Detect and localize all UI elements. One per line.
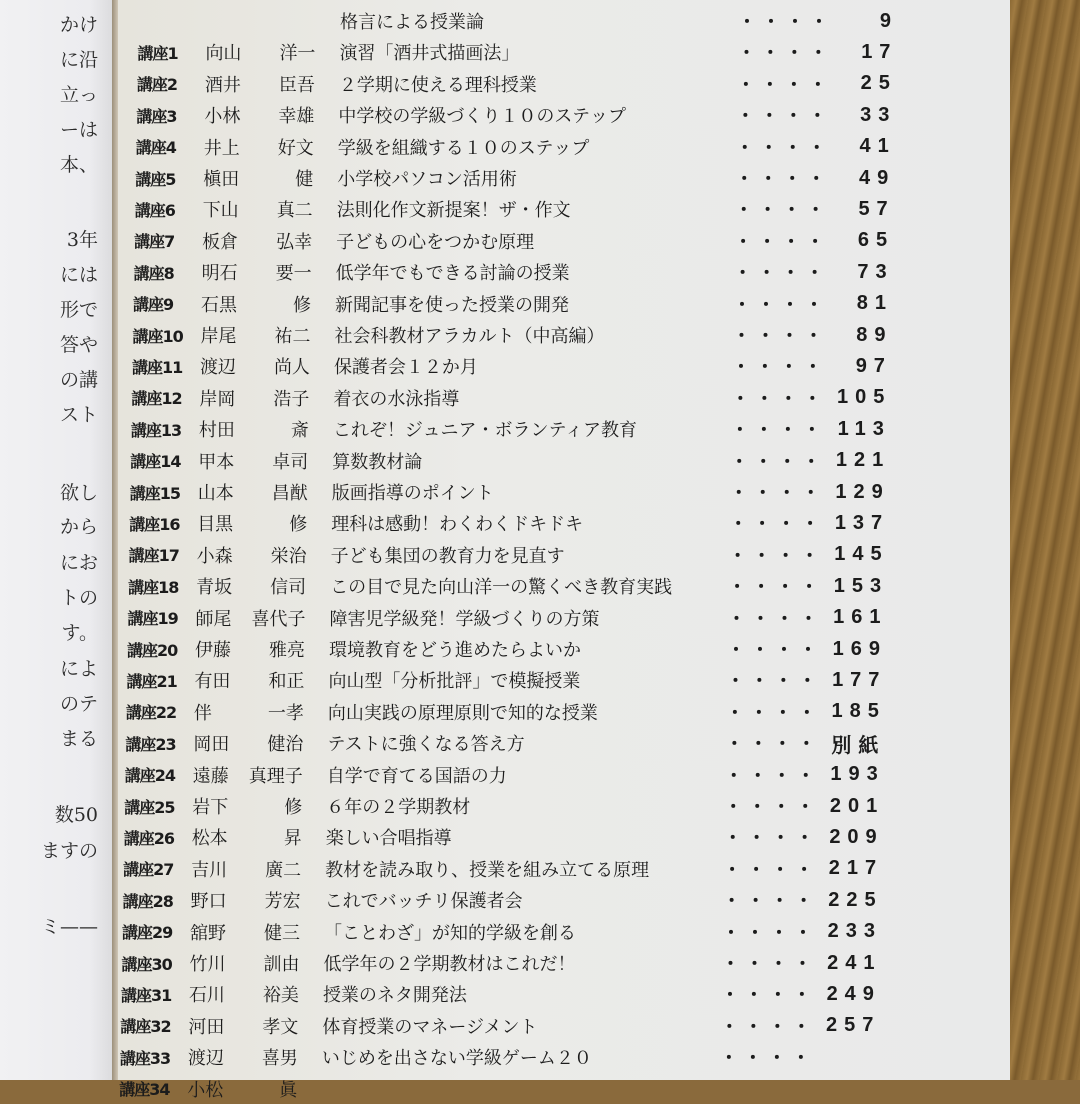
lecturer-surname: 小森 bbox=[196, 545, 233, 567]
toc-entry bbox=[126, 697, 886, 727]
toc-entry bbox=[122, 917, 882, 947]
lecturer-name bbox=[195, 636, 329, 662]
lecture-number: 講座20 bbox=[127, 640, 178, 660]
lecture-title: 格言による授業論 bbox=[340, 12, 484, 33]
page-number: 49 bbox=[859, 166, 896, 189]
desk-surface bbox=[1010, 0, 1080, 1080]
dot-leader: ・・・・ bbox=[734, 200, 831, 222]
toc-entry bbox=[120, 1011, 880, 1041]
dot-leader: ・・・・ bbox=[726, 671, 823, 693]
lecture-number: 講座14 bbox=[130, 452, 181, 472]
left-page-text-fragment: の講 bbox=[59, 369, 98, 391]
lecturer-name bbox=[204, 102, 338, 128]
page-number: 145 bbox=[834, 543, 889, 566]
lecture-title: 中学校の学級づくり１０のステップ bbox=[338, 106, 626, 128]
dot-leader: ・・・・ bbox=[737, 43, 834, 65]
dot-leader: ・・・・ bbox=[723, 828, 820, 850]
lecturer-given-name: 廣二 bbox=[265, 859, 302, 881]
toc-entry bbox=[121, 979, 881, 1009]
lecturer-given-name: 喜代子 bbox=[251, 608, 306, 630]
lecturer-name bbox=[197, 542, 331, 568]
lecture-title: 体育授業のマネージメント bbox=[322, 1016, 538, 1038]
lecturer-given-name: 好文 bbox=[277, 137, 314, 159]
lecture-title: 新聞記事を使った授業の開発 bbox=[335, 294, 570, 316]
toc-entry bbox=[131, 383, 891, 413]
lecturer-given-name: 幸雄 bbox=[278, 106, 315, 128]
lecturer-given-name: 孝文 bbox=[262, 1016, 299, 1038]
left-page-text-fragment: かけ bbox=[59, 14, 98, 36]
lecturer-given-name: 健 bbox=[295, 169, 314, 190]
lecturer-name bbox=[188, 1013, 322, 1039]
toc-entry bbox=[126, 665, 886, 695]
left-page-text-fragment: 答や bbox=[59, 334, 98, 356]
lecture-number: 講座28 bbox=[122, 891, 173, 911]
left-page-text-fragment: 立っ bbox=[59, 84, 98, 106]
lecture-title: 向山実践の原理原則で知的な授業 bbox=[327, 702, 598, 724]
toc-entry bbox=[125, 728, 885, 758]
toc-entry bbox=[136, 132, 896, 162]
dot-leader: ・・・・ bbox=[729, 514, 826, 536]
dot-leader: ・・・・ bbox=[725, 702, 822, 724]
lecture-number: 講座21 bbox=[126, 671, 177, 691]
page-number: 177 bbox=[832, 668, 887, 691]
toc-entry bbox=[129, 508, 889, 538]
left-page-text-fragment: のテ bbox=[59, 693, 98, 715]
page-number: 153 bbox=[833, 574, 889, 597]
page-number: 73 bbox=[857, 260, 894, 283]
lecturer-given-name: 雅亮 bbox=[269, 640, 305, 661]
lecture-number: 講座31 bbox=[120, 985, 172, 1005]
page-number: 121 bbox=[835, 449, 891, 472]
left-page-text-fragment: には bbox=[59, 264, 98, 286]
page-number: 249 bbox=[826, 982, 881, 1005]
lecture-title: これぞ！ジュニア・ボランティア教育 bbox=[332, 420, 638, 442]
page-number: 217 bbox=[828, 857, 884, 880]
dot-leader: ・・・・ bbox=[738, 12, 834, 33]
lecture-title: 小学校パソコン活用術 bbox=[337, 169, 517, 190]
lecture-title: 社会科教材アラカルト（中高編） bbox=[334, 326, 605, 347]
lecture-number: 講座34 bbox=[119, 1080, 170, 1100]
lecture-number: 講座19 bbox=[127, 609, 178, 629]
lecture-title: 子どもの心をつかむ原理 bbox=[336, 231, 535, 253]
lecture-title: 法則化作文新提案！ザ・作文 bbox=[336, 200, 571, 222]
left-page-text-fragment: に沿 bbox=[59, 49, 98, 71]
lecturer-surname: 吉川 bbox=[191, 859, 228, 881]
lecturer-given-name: 和正 bbox=[268, 671, 305, 693]
lecturer-name bbox=[187, 1076, 321, 1102]
lecture-number: 講座16 bbox=[129, 514, 180, 534]
page-number: 25 bbox=[860, 72, 897, 95]
left-page-text-fragment: 本、 bbox=[59, 154, 98, 176]
dot-leader: ・・・・ bbox=[722, 922, 819, 944]
dot-leader: ・・・・ bbox=[722, 891, 819, 913]
dot-leader: ・・・・ bbox=[731, 357, 828, 379]
lecturer-surname: 下山 bbox=[202, 200, 239, 222]
lecturer-name bbox=[197, 510, 331, 536]
lecturer-surname: 師尾 bbox=[195, 608, 232, 630]
lecturer-surname: 渡辺 bbox=[187, 1048, 224, 1070]
lecture-title: 算数教材論 bbox=[332, 451, 423, 473]
lecturer-name bbox=[191, 856, 325, 882]
lecturer-surname: 岡田 bbox=[193, 734, 230, 756]
lecturer-name bbox=[188, 1044, 322, 1070]
toc-entry bbox=[124, 791, 884, 821]
page-number: 41 bbox=[859, 135, 896, 158]
lecturer-surname: 渡辺 bbox=[199, 357, 236, 379]
lecture-title: 保護者会１２か月 bbox=[333, 357, 478, 379]
lecturer-surname: 井上 bbox=[203, 137, 240, 159]
lecturer-name bbox=[201, 291, 335, 317]
lecture-title: 楽しい合唱指導 bbox=[325, 828, 452, 850]
lecturer-name bbox=[202, 228, 336, 254]
lecture-number: 講座26 bbox=[123, 828, 174, 848]
toc-entry bbox=[125, 760, 885, 790]
toc-entry bbox=[133, 320, 893, 350]
page-number: 89 bbox=[856, 323, 893, 346]
lecturer-given-name: 昌猷 bbox=[271, 483, 308, 504]
page-number: 233 bbox=[827, 920, 883, 943]
lecturer-surname: 小林 bbox=[204, 106, 241, 128]
dot-leader: ・・・・ bbox=[730, 420, 827, 442]
lecture-title: 学級を組織する１０のステップ bbox=[337, 137, 590, 159]
page-number: 65 bbox=[857, 229, 895, 252]
lecturer-name bbox=[191, 887, 325, 913]
lecturer-given-name: 喜男 bbox=[261, 1048, 298, 1070]
lecture-title: 版画指導のポイント bbox=[331, 483, 494, 504]
toc-entry bbox=[127, 634, 887, 664]
lecturer-given-name: 尚人 bbox=[273, 357, 310, 379]
lecture-title: 演習「酒井式描画法」 bbox=[339, 43, 520, 65]
page-number: 129 bbox=[835, 480, 890, 503]
page-number: 257 bbox=[826, 1014, 881, 1037]
dot-leader: ・・・・ bbox=[725, 734, 822, 756]
lecturer-surname: 槇田 bbox=[203, 169, 240, 190]
dot-leader: ・・・・ bbox=[731, 388, 828, 410]
lecturer-surname: 向山 bbox=[205, 43, 242, 65]
lecturer-surname: 松本 bbox=[191, 828, 228, 850]
lecturer-surname: 甲本 bbox=[198, 451, 235, 473]
lecture-title: 子ども集団の教育力を見直す bbox=[330, 545, 565, 567]
dot-leader: ・・・・ bbox=[736, 106, 833, 128]
lecture-number: 講座33 bbox=[119, 1048, 171, 1068]
lecturer-surname: 有田 bbox=[194, 671, 231, 693]
lecturer-name bbox=[194, 667, 328, 693]
page-number: 241 bbox=[827, 951, 882, 974]
toc-entry bbox=[130, 446, 890, 476]
page-number: 97 bbox=[855, 354, 892, 377]
page-number: 225 bbox=[828, 888, 883, 911]
page-number: 別紙 bbox=[831, 734, 886, 757]
lecture-number: 講座17 bbox=[128, 546, 179, 566]
page-number: 137 bbox=[834, 511, 890, 534]
page-number: 57 bbox=[858, 197, 895, 220]
lecturer-name bbox=[189, 981, 323, 1007]
toc-entry bbox=[134, 226, 894, 256]
lecture-number: 講座2 bbox=[136, 75, 178, 95]
dot-leader: ・・・・ bbox=[728, 545, 825, 567]
dot-leader: ・・・・ bbox=[724, 765, 821, 787]
dot-leader: ・・・・ bbox=[728, 577, 825, 599]
lecturer-surname: 岸岡 bbox=[199, 388, 236, 410]
toc-entry bbox=[129, 540, 889, 570]
lecturer-given-name: 栄治 bbox=[270, 545, 307, 567]
lecturer-given-name: 真理子 bbox=[248, 765, 303, 787]
lecture-number: 講座29 bbox=[122, 923, 173, 943]
lecture-title: 教材を読み取り、授業を組み立てる原理 bbox=[325, 859, 650, 881]
page-number: 201 bbox=[829, 794, 885, 817]
page-number: 169 bbox=[832, 637, 887, 660]
toc-entry bbox=[135, 194, 895, 224]
lecturer-surname: 板倉 bbox=[202, 231, 239, 253]
lecturer-name bbox=[190, 950, 324, 976]
lecturer-surname: 山本 bbox=[197, 483, 234, 504]
left-page-text-fragment: ーは bbox=[59, 119, 98, 141]
toc-entry bbox=[122, 948, 882, 978]
lecturer-name bbox=[198, 448, 332, 474]
lecturer-given-name: 修 bbox=[293, 294, 312, 316]
lecturer-surname: 岩下 bbox=[192, 797, 229, 818]
lecturer-surname: 野口 bbox=[190, 891, 227, 913]
lecturer-given-name: 昇 bbox=[283, 828, 302, 850]
lecturer-given-name: 裕美 bbox=[262, 985, 299, 1007]
lecturer-given-name: 洋一 bbox=[279, 43, 316, 65]
lecture-number: 講座18 bbox=[128, 577, 179, 597]
lecture-number: 講座11 bbox=[131, 357, 183, 377]
dot-leader: ・・・・ bbox=[720, 1016, 817, 1038]
left-page-text-fragment: によ bbox=[59, 658, 98, 680]
lecturer-given-name: 修 bbox=[284, 797, 303, 818]
page-number: 81 bbox=[856, 292, 894, 315]
dot-leader: ・・・・ bbox=[735, 169, 832, 190]
page-number: 9 bbox=[879, 9, 898, 32]
toc-entry bbox=[133, 289, 893, 319]
lecture-number: 講座23 bbox=[125, 734, 176, 754]
lecturer-surname: 遠藤 bbox=[192, 765, 229, 787]
lecturer-surname: 竹川 bbox=[189, 954, 226, 975]
lecture-title: ２学期に使える理科授業 bbox=[338, 74, 537, 96]
lecture-number: 講座27 bbox=[123, 860, 174, 880]
lecturer-name bbox=[199, 416, 333, 442]
dot-leader: ・・・・ bbox=[733, 294, 830, 316]
lecturer-name bbox=[201, 322, 335, 348]
lecturer-name bbox=[205, 71, 339, 97]
lecture-number: 講座12 bbox=[131, 389, 182, 409]
lecturer-name bbox=[194, 699, 328, 725]
lecturer-surname: 伴 bbox=[193, 702, 212, 724]
dot-leader: ・・・・ bbox=[724, 797, 821, 818]
lecturer-surname: 石黒 bbox=[201, 294, 238, 316]
lecturer-given-name: 弘幸 bbox=[276, 231, 313, 253]
lecturer-given-name: 卓司 bbox=[272, 451, 309, 473]
left-page-text-fragment: す。 bbox=[61, 622, 98, 644]
lecture-title: 障害児学級発！学級づくりの方策 bbox=[329, 608, 600, 630]
lecturer-name bbox=[202, 259, 336, 285]
lecture-number: 講座1 bbox=[137, 43, 178, 63]
toc-entry bbox=[119, 1074, 879, 1104]
dot-leader: ・・・・ bbox=[727, 608, 824, 630]
lecture-title: ６年の２学期教材 bbox=[326, 797, 471, 818]
lecture-number: 講座32 bbox=[120, 1017, 171, 1037]
lecturer-name bbox=[192, 793, 326, 819]
dot-leader: ・・・・ bbox=[732, 326, 829, 347]
lecturer-given-name: 真二 bbox=[276, 200, 313, 222]
lecturer-given-name: 健治 bbox=[267, 734, 304, 756]
toc-entry bbox=[120, 1042, 880, 1072]
lecturer-given-name: 訓由 bbox=[263, 954, 300, 975]
lecture-title: 低学年の２学期教材はこれだ！ bbox=[323, 954, 576, 975]
lecturer-given-name: 芳宏 bbox=[264, 891, 301, 913]
lecture-title: これでバッチリ保護者会 bbox=[324, 891, 523, 913]
toc-entry bbox=[132, 351, 892, 381]
toc-entry bbox=[124, 822, 884, 852]
lecturer-name bbox=[196, 605, 330, 631]
page-number: 17 bbox=[861, 40, 898, 63]
page-number: 193 bbox=[830, 763, 885, 786]
lecturer-surname: 青坂 bbox=[196, 577, 233, 599]
lecture-number: 講座24 bbox=[124, 766, 176, 786]
toc-entry bbox=[134, 257, 894, 287]
page-number: 161 bbox=[833, 606, 888, 629]
lecture-title: テストに強くなる答え方 bbox=[327, 734, 525, 756]
left-page-text-fragment: ミ—— bbox=[40, 916, 98, 938]
lecturer-surname: 石川 bbox=[188, 985, 225, 1007]
lecturer-name bbox=[205, 39, 339, 65]
lecture-title: 向山型「分析批評」で模擬授業 bbox=[328, 671, 581, 693]
page-number: 113 bbox=[837, 417, 891, 440]
lecturer-name bbox=[190, 919, 324, 945]
lecturer-given-name: 浩子 bbox=[273, 388, 310, 410]
dot-leader: ・・・・ bbox=[736, 74, 833, 96]
lecturer-surname: 岸尾 bbox=[200, 326, 237, 347]
toc-entry bbox=[137, 69, 897, 99]
lecture-title: 自学で育てる国語の力 bbox=[326, 765, 507, 787]
lecture-number: 講座9 bbox=[133, 295, 174, 315]
left-page-text-fragment: にお bbox=[59, 552, 98, 574]
lecturer-surname: 明石 bbox=[201, 263, 238, 285]
lecturer-surname: 伊藤 bbox=[195, 640, 231, 661]
toc-entry bbox=[130, 477, 890, 507]
dot-leader: ・・・・ bbox=[721, 954, 818, 975]
dot-leader: ・・・・ bbox=[719, 1048, 816, 1070]
dot-leader: ・・・・ bbox=[730, 451, 827, 473]
lecturer-surname: 村田 bbox=[198, 420, 235, 442]
lecture-number: 講座25 bbox=[124, 797, 175, 817]
lecturer-name bbox=[196, 573, 330, 599]
toc-entry bbox=[128, 603, 888, 633]
dot-leader: ・・・・ bbox=[733, 263, 830, 285]
toc-entry bbox=[128, 571, 888, 601]
left-page-text-fragment: ますの bbox=[40, 840, 98, 862]
lecturer-surname: 目黒 bbox=[197, 514, 234, 536]
lecturer-given-name: 祐二 bbox=[274, 326, 311, 347]
lecture-number: 講座6 bbox=[134, 200, 175, 220]
table-of-contents-page bbox=[118, 0, 1010, 1101]
lecture-title: 「ことわざ」が知的学級を創る bbox=[324, 922, 577, 944]
dot-leader: ・・・・ bbox=[727, 640, 823, 661]
lecturer-given-name: 修 bbox=[289, 514, 308, 536]
lecture-number: 講座10 bbox=[132, 326, 183, 346]
toc-entry bbox=[123, 885, 883, 915]
lecturer-given-name: 健三 bbox=[264, 922, 301, 944]
left-page-text-fragment: スト bbox=[59, 404, 98, 426]
lecturer-name bbox=[203, 165, 337, 191]
lecturer-name bbox=[192, 824, 326, 850]
lecture-number: 講座13 bbox=[130, 420, 182, 440]
lecturer-surname: 酒井 bbox=[204, 74, 241, 96]
lecturer-name bbox=[203, 196, 337, 222]
page-number: 105 bbox=[837, 386, 892, 409]
lecture-title: いじめを出さない学級ゲーム２０ bbox=[321, 1048, 592, 1070]
lecture-title: 理科は感動！わくわくドキドキ bbox=[331, 514, 584, 536]
lecture-number: 講座3 bbox=[136, 106, 177, 126]
toc-entry bbox=[136, 100, 896, 130]
left-page-text-fragment: 数50 bbox=[54, 804, 98, 826]
dot-leader: ・・・・ bbox=[723, 859, 820, 881]
lecturer-given-name: 信司 bbox=[270, 577, 307, 599]
lecture-number: 講座4 bbox=[135, 138, 176, 158]
lecture-number: 講座15 bbox=[129, 483, 181, 503]
lecture-number: 講座30 bbox=[121, 954, 172, 974]
dot-leader: ・・・・ bbox=[735, 137, 832, 159]
lecturer-surname: 舘野 bbox=[190, 922, 227, 944]
page-number: 33 bbox=[860, 103, 897, 126]
lecturer-name bbox=[193, 762, 327, 788]
lecture-number: 講座22 bbox=[125, 703, 177, 723]
lecture-title: この目で見た向山洋一の驚くべき教育実践 bbox=[330, 577, 673, 599]
lecturer-surname: 河田 bbox=[188, 1016, 225, 1038]
lecturer-name bbox=[204, 134, 338, 160]
page-number: 185 bbox=[831, 700, 886, 723]
lecturer-name bbox=[193, 730, 327, 756]
lecturer-name bbox=[199, 385, 333, 411]
left-page-text-fragment: 3年 bbox=[66, 229, 98, 251]
left-page-text-fragment: から bbox=[59, 516, 98, 538]
left-page-text-fragment: まる bbox=[59, 728, 98, 750]
lecturer-given-name: 要一 bbox=[275, 263, 312, 285]
lecturer-name bbox=[198, 479, 332, 505]
lecture-title: 授業のネタ開発法 bbox=[322, 985, 467, 1007]
toc-entry bbox=[137, 37, 897, 67]
lecture-title: 環境教育をどう進めたらよいか bbox=[329, 640, 581, 661]
lecturer-given-name: 斎 bbox=[290, 420, 309, 442]
toc-entry bbox=[123, 854, 883, 884]
left-page-text-fragment: 欲し bbox=[59, 482, 98, 504]
lecturer-given-name: 眞 bbox=[279, 1079, 298, 1101]
toc-entry bbox=[138, 6, 898, 36]
lecturer-given-name: 臣吾 bbox=[278, 74, 315, 96]
lecture-number: 講座5 bbox=[135, 169, 176, 189]
left-page-text-fragment: 形で bbox=[59, 299, 98, 321]
lecturer-given-name: 一孝 bbox=[267, 702, 304, 724]
left-page-text-fragment: トの bbox=[59, 587, 98, 609]
lecturer-surname: 小松 bbox=[187, 1079, 224, 1101]
toc-entry bbox=[131, 414, 891, 444]
lecture-title: 着衣の水泳指導 bbox=[333, 388, 460, 410]
page-number: 209 bbox=[829, 825, 884, 848]
lecture-number: 講座8 bbox=[133, 263, 174, 283]
dot-leader: ・・・・ bbox=[720, 985, 817, 1007]
left-facing-page bbox=[0, 0, 112, 1080]
dot-leader: ・・・・ bbox=[729, 483, 826, 504]
lecture-title: 低学年でもできる討論の授業 bbox=[335, 263, 570, 285]
toc-entry bbox=[135, 163, 895, 193]
lecturer-name bbox=[200, 353, 334, 379]
lecture-number: 講座7 bbox=[134, 232, 175, 252]
dot-leader: ・・・・ bbox=[734, 231, 831, 253]
